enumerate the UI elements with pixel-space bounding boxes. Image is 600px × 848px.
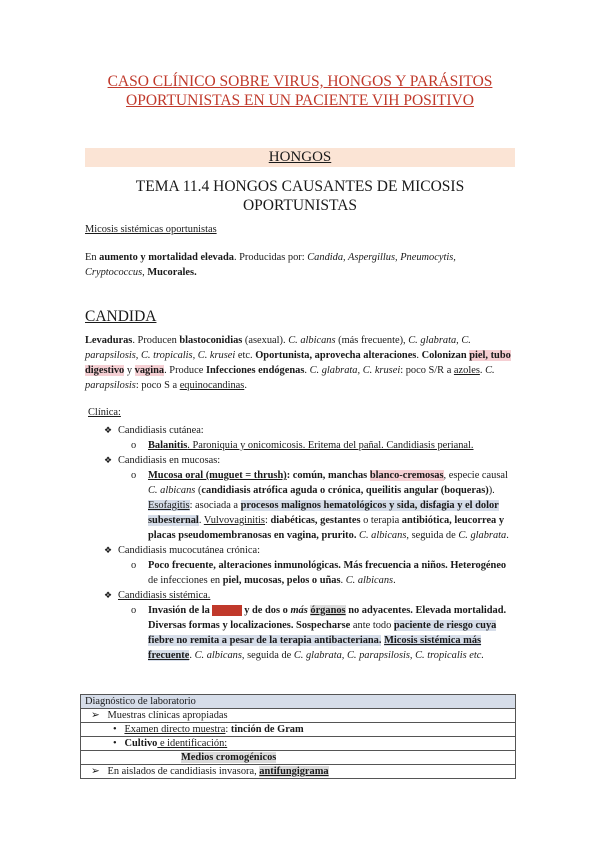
topic-title-line-2: OPORTUNISTAS bbox=[242, 197, 358, 214]
sublist-item-mucosas: o Mucosa oral (muguet = thrush): común, manchas blanco-cremosas, especie causal C. albicans (candidiasis atrófica aguda o crónica, queilitis angular (boqueras)). Esofagitis: asociada a procesos malignos hematológicos y sida, disfagia y el dolor subesternal. Vulvovaginitis: diabéticas, gestantes o terapia antibiótica, leucorrea y placas pseudomembranosas en vagina, prurito. C. albicans, seguida de C. glabrata. bbox=[131, 470, 509, 541]
list-item-mucocutanea: ❖ Candidiasis mucocutánea crónica: bbox=[104, 545, 260, 556]
title-line-2: OPORTUNISTAS EN UN PACIENTE VIH POSITIVO bbox=[126, 92, 474, 109]
candida-paragraph: Levaduras. Producen blastoconidias (asexual). C. albicans (más frecuente), C. glabrata, C. parapsilosis, C. tropicalis, C. krusei etc. Oportunista, aprovecha alteraciones. Colonizan piel, tubo digestivo y vagina. Produce Infecciones endógenas. C. glabrata, C. krusei: poco S/R a azoles. C. parapsilosis: poco S a equinocandinas. bbox=[85, 335, 511, 391]
medios-text: Medios cromogénicos bbox=[181, 752, 277, 763]
table-row: ➢ En aislados de candidiasis invasora, antifungigrama bbox=[81, 765, 516, 779]
diamond-bullet-icon: ❖ bbox=[104, 590, 113, 600]
micosis-heading: Micosis sistémicas oportunistas bbox=[85, 224, 217, 235]
table-row: • Cultivo e identificación: bbox=[81, 737, 516, 751]
clinica-list bbox=[85, 423, 515, 663]
diamond-bullet-icon: ❖ bbox=[104, 455, 113, 465]
section-heading-text: HONGOS bbox=[268, 149, 332, 165]
sublist-item-sistemica: o Invasión de la sangre y de dos o más órganos no adyacentes. Elevada mortalidad. Diversas formas y localizaciones. Sospecharse ante todo paciente de riesgo cuya fiebre no remita a pesar de la terapia antibacteriana. Micosis sistémica más frecuente. C. albicans, seguida de C. glabrata, C. parapsilosis, C. tropicalis etc. bbox=[131, 605, 507, 661]
candida-heading: CANDIDA bbox=[85, 308, 157, 325]
diamond-bullet-icon: ❖ bbox=[104, 545, 113, 555]
micosis-paragraph: En aumento y mortalidad elevada. Producidas por: Candida, Aspergillus, Pneumocytis, Cryptococcus, Mucorales. bbox=[85, 252, 456, 278]
clinica-heading: Clínica: bbox=[88, 407, 121, 418]
circle-bullet-icon: o bbox=[131, 470, 137, 481]
arrow-bullet-icon: ➢ bbox=[91, 766, 100, 777]
circle-bullet-icon: o bbox=[131, 440, 137, 451]
diamond-bullet-icon: ❖ bbox=[104, 425, 113, 435]
table-row bbox=[81, 709, 516, 723]
topic-title bbox=[60, 177, 540, 215]
table-row: • Examen directo muestra: tinción de Gram bbox=[81, 723, 516, 737]
dot-bullet-icon: • bbox=[113, 738, 117, 749]
sublist-item-cutanea: o Balanitis. Paroniquia y onicomicosis. Eritema del pañal. Candidiasis perianal. bbox=[131, 440, 474, 451]
table-row bbox=[81, 695, 516, 709]
circle-bullet-icon: o bbox=[131, 605, 137, 616]
diagnostico-table bbox=[80, 694, 516, 779]
dot-bullet-icon: • bbox=[113, 724, 117, 735]
list-item-sistemica: ❖ Candidiasis sistémica. bbox=[104, 590, 211, 601]
arrow-bullet-icon: ➢ bbox=[91, 710, 100, 721]
list-item-mucosas: ❖ Candidiasis en mucosas: bbox=[104, 455, 221, 466]
table-row bbox=[81, 751, 516, 765]
topic-title-line-1: TEMA 11.4 HONGOS CAUSANTES DE MICOSIS bbox=[135, 178, 465, 195]
sublist-item-mucocutanea: o Poco frecuente, alteraciones inmunológicas. Más frecuencia a niños. Heterogéneo de infecciones en piel, mucosas, pelos o uñas. C. albicans. bbox=[131, 560, 507, 586]
circle-bullet-icon: o bbox=[131, 560, 137, 571]
section-heading bbox=[85, 148, 515, 167]
diagnostico-header: Diagnóstico de laboratorio bbox=[81, 695, 516, 709]
document-title bbox=[60, 72, 540, 110]
list-item-cutanea: ❖ Candidiasis cutánea: bbox=[104, 425, 204, 436]
title-line-1: CASO CLÍNICO SOBRE VIRUS, HONGOS Y PARÁSITOS bbox=[107, 73, 493, 90]
muestras-text: Muestras clínicas apropiadas bbox=[107, 710, 228, 721]
